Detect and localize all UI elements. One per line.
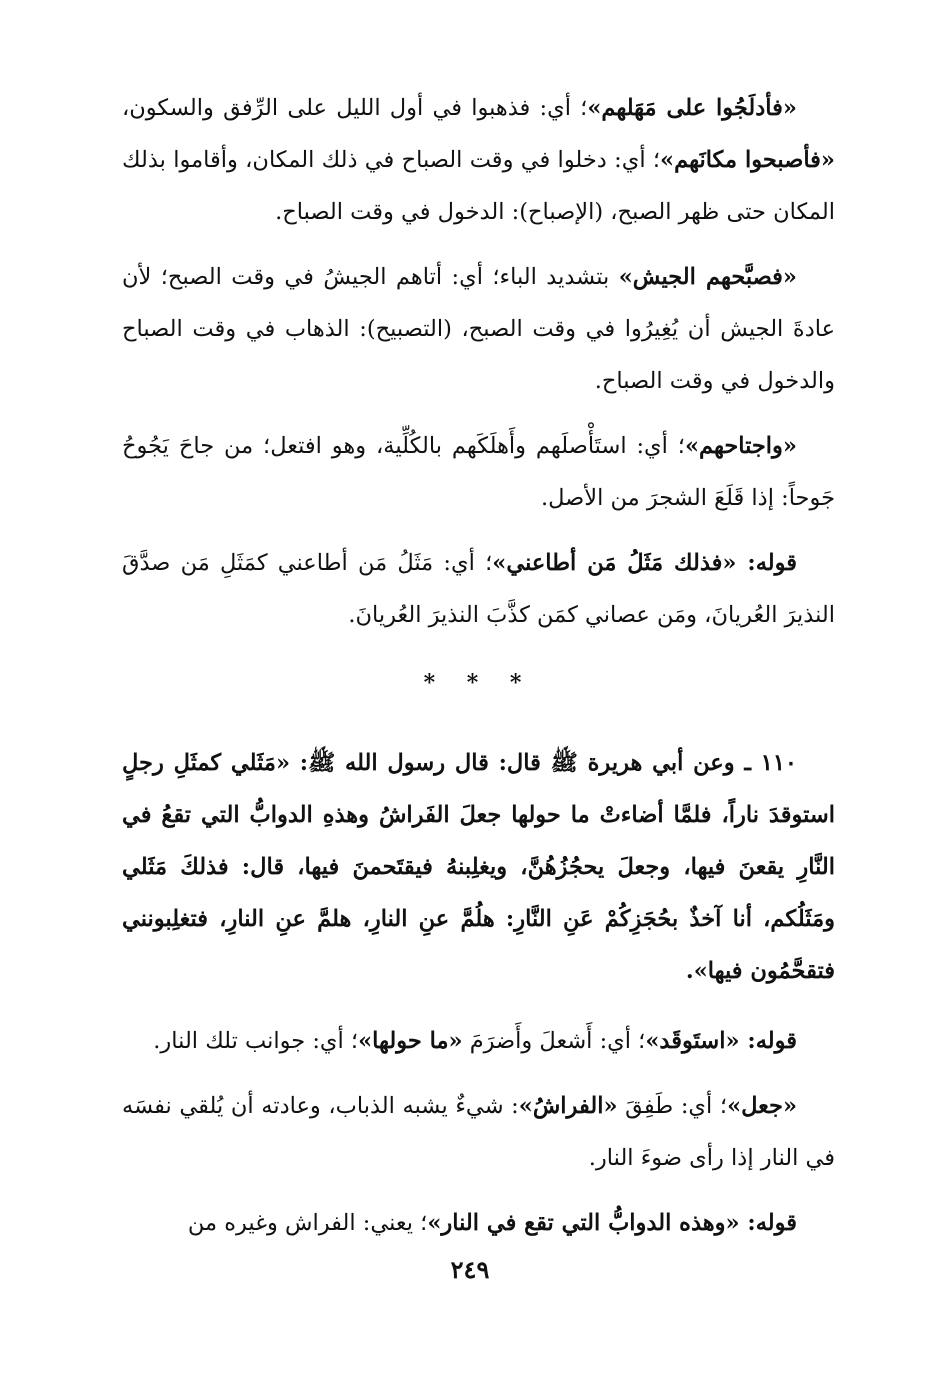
explanation-text: ؛ أي: جوانب تلك النار.	[153, 1028, 359, 1054]
quoted-term: «فأدلَجُوا على مَهَلهم»	[587, 95, 797, 121]
explanation-text: ؛ أي: أَشعلَ وأَضرَمَ	[462, 1028, 646, 1054]
explanation-text: بتشديد الباء؛ أي: أتاهم الجيشُ في وقت الصبح؛ لأن عادةَ الجيش أن يُغِيرُوا في وقت الصبح، (التصبيح): الذهاب في وقت الصباح والدخول في وقت الصباح.	[122, 264, 835, 394]
quoted-term: قوله: «استَوقَد»	[645, 1028, 797, 1054]
explanation-text: ؛ أي: فذهبوا في أول الليل على الرِّفق والسكون،	[122, 95, 588, 121]
quoted-term: «فصبَّحهم الجيش»	[618, 264, 797, 290]
paragraph-4	[122, 537, 835, 641]
commentary-3	[122, 1197, 835, 1249]
paragraph-2	[122, 251, 835, 407]
explanation-text: ؛ يعني: الفراش وغيره من	[187, 1210, 428, 1236]
quoted-term: «واجتاحهم»	[684, 433, 797, 459]
section-separator: * * *	[423, 670, 534, 696]
commentary-2	[122, 1080, 835, 1184]
explanation-text: ؛ أي: طَفِقَ	[617, 1093, 728, 1119]
explanation-text: ؛ أي: دخلوا في وقت الصباح في ذلك المكان، وأقاموا بذلك المكان حتى ظهر الصبح، (الإصباح): الدخول في وقت الصباح.	[122, 147, 835, 225]
quoted-term: قوله: «فذلك مَثَلُ مَن أطاعني»	[492, 550, 797, 576]
page-body	[122, 82, 835, 1262]
paragraph-3	[122, 420, 835, 524]
quoted-term: «ما حولها»	[358, 1028, 463, 1054]
hadith-text: ١١٠ ـ وعن أبي هريرة ﷺ قال: قال رسول الله ﷺ: «مَثَلي كمثَلِ رجلٍ استوقدَ ناراً، فلمَّا أضاءتْ ما حولها جعلَ الفَراشُ وهذهِ الدوابُّ التي تقعُ في النَّارِ يقعنَ فيها، وجعلَ يحجُزُهُنَّ، ويغلِبنهُ فيقتَحمنَ فيها، قال: فذلكَ مَثَلي ومَثَلُكم، أنا آخذٌ بحُجَزِكُمْ عَنِ النَّارِ: هلُمَّ عنِ النارِ، هلمَّ عنِ النارِ، فتغلِبونني فتقحَّمُون فيها».	[122, 750, 835, 984]
quoted-term: «جعل»	[727, 1093, 798, 1119]
explanation-text: ؛ أي: استَأْصلَهم وأَهلَكَهم بالكُلِّية، وهو افتعل؛ من جاحَ يَجُوحُ جَوحاً: إذا قَلَعَ الشجرَ من الأصل.	[122, 433, 835, 511]
quoted-term: «الفراشُ»	[518, 1093, 618, 1119]
commentary-1	[122, 1015, 835, 1067]
explanation-text: ؛ أي: مَثَلُ مَن أطاعني كمَثَلِ مَن صدَّقَ النذيرَ العُريانَ، ومَن عصاني كمَن كذَّبَ النذيرَ العُريانَ.	[122, 550, 835, 628]
page-number: ٢٤٩	[450, 1255, 490, 1284]
explanation-text: : شيءٌ يشبه الذباب، وعادته أن يُلقي نفسَه في النار إذا رأى ضوءَ النار.	[122, 1093, 835, 1171]
paragraph-1	[122, 82, 835, 238]
quoted-term: «فأصبحوا مكانَهم»	[660, 147, 835, 173]
quoted-term: قوله: «وهذه الدوابُّ التي تقع في النار»	[427, 1210, 797, 1236]
